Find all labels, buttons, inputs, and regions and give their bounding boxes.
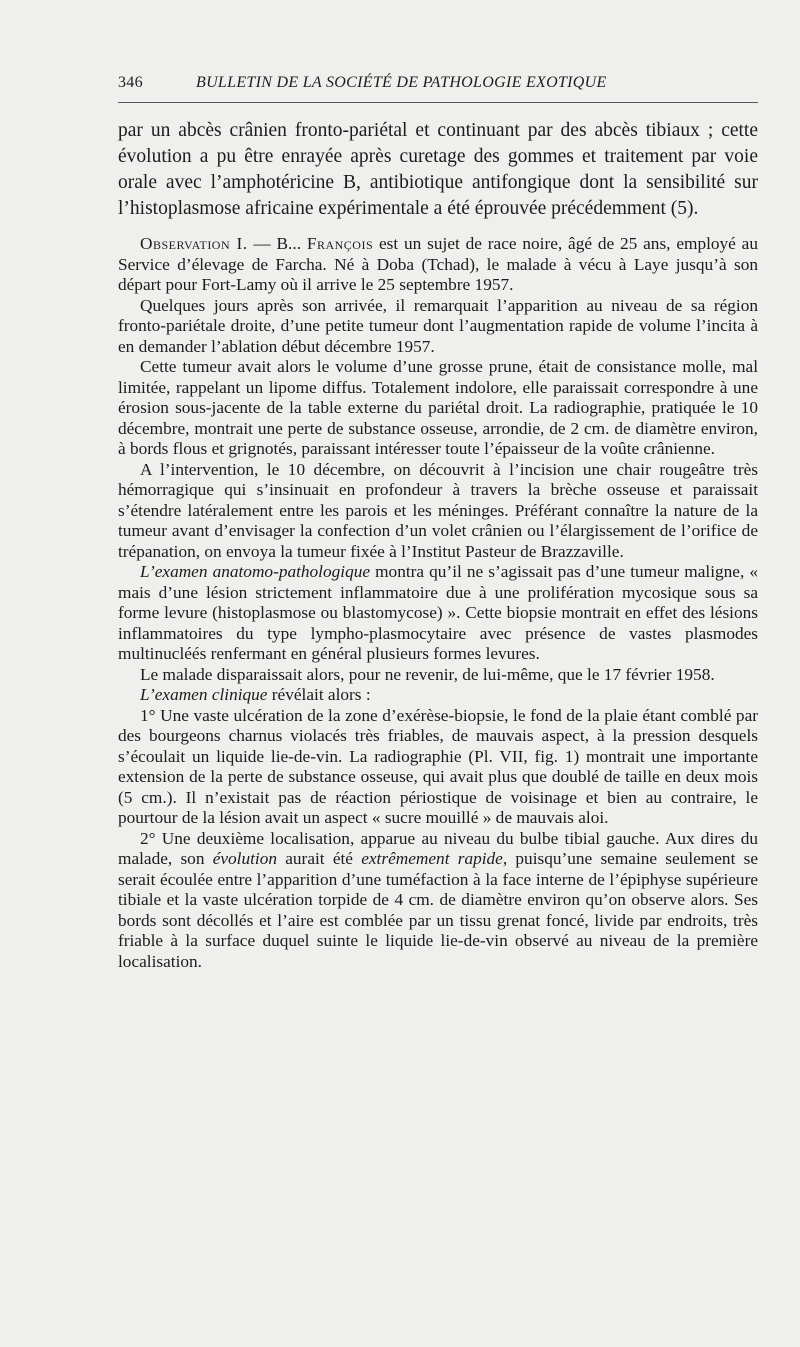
second-loc-text-a: 2° Une deuxième localisation, apparue au niveau du bulbe tibial gauche. Aux dires du malade, son: [118, 828, 758, 868]
clinical-heading: L’examen clinique: [140, 685, 268, 704]
lead-paragraph: par un abcès crânien fronto-pariétal et continuant par des abcès tibiaux ; cette évolution a pu être enrayée après curetage des gommes et traitement par voie orale avec l’amphotéricine B, antibiotique antifongique dont la sensibilité sur l’histoplasmose africaine expérimentale a été éprouvée précédemment (5).: [118, 120, 758, 219]
clinical-text: révélait alors :: [267, 685, 371, 704]
article-body: [118, 118, 758, 972]
paragraph-disappearance: Le malade disparaissait alors, pour ne revenir, de lui-même, que le 17 février 1958.: [140, 664, 715, 684]
paragraph-clinical: [118, 685, 758, 706]
observation-label: Observation I.: [140, 234, 248, 253]
pathology-heading: L’examen anatomo-pathologique: [140, 562, 371, 581]
patient-name: François: [306, 234, 374, 253]
pathology-text: montra qu’il ne s’agissait pas d’une tumeur maligne, « mais d’une lésion strictement inflammatoire due à une prolifération mycosique sous sa forme levure (histoplasmose ou blastomycose) ». Cette biopsie montrait en effet des lésions inflammatoires du type lympho-plasmocytaire avec présence de vastes plasmodes multinucléés renfermant en général plusieurs formes levures.: [118, 562, 758, 663]
observation-dash: — B...: [247, 234, 307, 253]
running-header: [118, 74, 758, 92]
second-loc-rapid: extrêmement rapide: [361, 849, 503, 868]
paragraph-second-localisation: [118, 829, 758, 973]
paragraph-intervention: A l’intervention, le 10 décembre, on découvrit à l’incision une chair rougeâtre très hémorragique qui s’insinuait en profondeur à travers la brèche osseuse et paraissait s’étendre latéralement entre les parois et les méninges. Préférant connaître la nature de la tumeur avant d’envisager la confection d’un volet crânien ou l’élargissement de l’orifice de trépanation, on envoya la tumeur fixée à l’Institut Pasteur de Brazzaville.: [118, 459, 758, 561]
second-loc-evolution: évolution: [212, 849, 278, 868]
paragraph-arrival: Quelques jours après son arrivée, il remarquait l’apparition au niveau de sa région fronto-pariétale droite, d’une petite tumeur dont l’augmentation rapide de volume l’incita à en demander l’ablation début décembre 1957.: [118, 295, 758, 356]
paragraph-first-localisation: 1° Une vaste ulcération de la zone d’exérèse-biopsie, le fond de la plaie étant comblé par des bourgeons charnus violacés très friables, de mauvais aspect, à la pression desquels s’écoulait un liquide lie-de-vin. La radiographie (Pl. VII, fig. 1) montrait une importante extension de la perte de substance osseuse, qui avait plus que doublé de taille en deux mois (5 cm.). Il n’existait pas de réaction périostique de voisinage et bien au contraire, le pourtour de la lésion avait un aspect « sucre mouillé » de mauvais aloi.: [118, 705, 758, 827]
second-loc-text-c: , puisqu’une semaine seulement se serait écoulée entre l’apparition d’une tuméfaction à la face interne de l’épiphyse supérieure tibiale et la vaste ulcération torpide de 4 cm. de diamètre environ qu’on observe alors. Ses bords sont décollés et l’aire est comblée par un tissu grenat foncé, livide par endroits, très friable à la surface duquel suinte le liquide lie-de-vin observé au niveau de la première localisation.: [118, 849, 758, 971]
second-loc-text-b: aurait été: [277, 849, 362, 868]
observation-text: est un sujet de race noire, âgé de 25 ans, employé au Service d’élevage de Farcha. Né à Doba (Tchad), le malade à vécu à Laye jusqu’à son départ pour Fort-Lamy où il arrive le 25 septembre 1957.: [118, 234, 758, 294]
paragraph-tumor: Cette tumeur avait alors le volume d’une grosse prune, était de consistance molle, mal limitée, rappelant un lipome diffus. Totalement indolore, elle paraissait correspondre à une érosion sous-jacente de la table externe du pariétal droit. La radiographie, pratiquée le 10 décembre, montrait une perte de substance osseuse, arrondie, de 2 cm. de diamètre environ, à bords flous et grignotés, paraissant intéresser toute l’épaisseur de la voûte crânienne.: [118, 357, 758, 458]
header-rule: [118, 102, 758, 103]
running-title: BULLETIN DE LA SOCIÉTÉ DE PATHOLOGIE EXOTIQUE: [196, 74, 607, 91]
paragraph-pathology: [118, 562, 758, 665]
page-number: 346: [118, 74, 143, 91]
observation-paragraph: [118, 234, 758, 296]
